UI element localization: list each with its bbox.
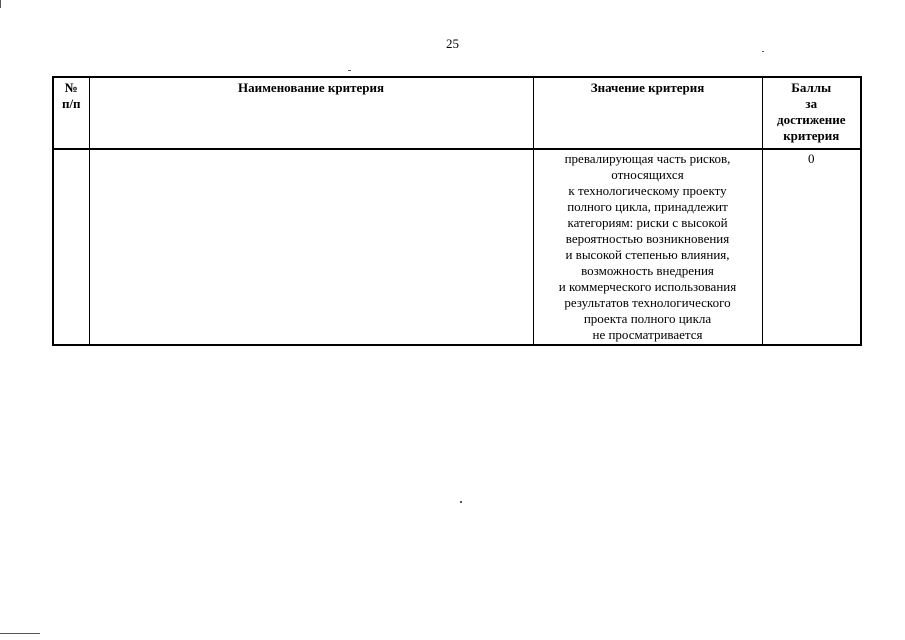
scan-speck <box>0 0 1 8</box>
header-score-line: достижение <box>777 112 846 127</box>
value-line: категориям: риски с высокой <box>567 215 728 230</box>
header-score <box>762 77 861 149</box>
value-line: результатов технологического <box>564 295 731 310</box>
cell-name <box>89 149 533 345</box>
page-number: 25 <box>446 36 459 51</box>
value-line: относящихся <box>611 167 684 182</box>
header-score-line: за <box>805 96 818 111</box>
value-line: возможность внедрения <box>581 263 714 278</box>
header-value: Значение критерия <box>533 77 762 149</box>
header-score-line: Баллы <box>791 80 832 95</box>
scan-speck <box>0 633 40 634</box>
scan-speck <box>348 70 351 71</box>
header-name: Наименование критерия <box>89 77 533 149</box>
table-header-row <box>53 77 861 149</box>
value-line: к технологическому проекту <box>568 183 727 198</box>
value-line: не просматривается <box>592 327 703 342</box>
scan-speck <box>460 501 462 503</box>
cell-number <box>53 149 89 345</box>
header-number <box>53 77 89 149</box>
header-score-line: критерия <box>783 128 840 143</box>
value-line: и коммерческого использования <box>558 279 737 294</box>
header-number-line: № <box>64 80 78 95</box>
header-number-line: п/п <box>61 96 81 111</box>
value-line: превалирующая часть рисков, <box>564 151 731 166</box>
value-line: полного цикла, принадлежит <box>567 199 728 214</box>
cell-score: 0 <box>762 149 861 345</box>
value-line: и высокой степенью влияния, <box>565 247 730 262</box>
table-row <box>53 149 861 345</box>
value-line: проекта полного цикла <box>583 311 712 326</box>
cell-value <box>533 149 762 345</box>
criteria-table <box>52 76 862 346</box>
value-line: вероятностью возникновения <box>565 231 730 246</box>
scan-speck <box>762 51 764 52</box>
